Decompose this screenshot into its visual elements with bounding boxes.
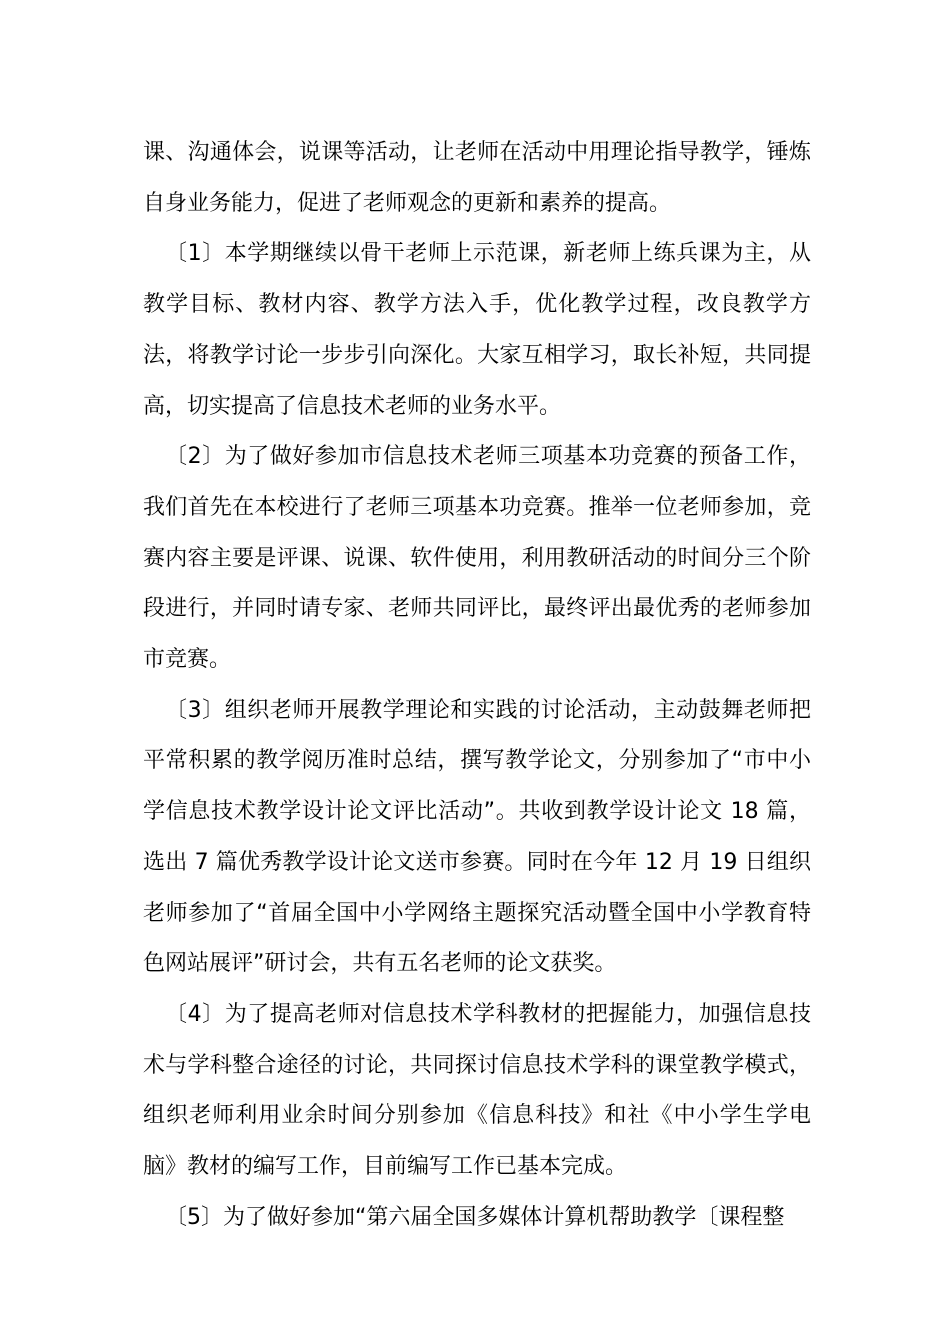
paragraph-continuation: 课、沟通体会，说课等活动，让老师在活动中用理论指导教学，锤炼自身业务能力，促进了老师观念的更新和素养的提高。 [143, 140, 811, 216]
paragraph-item-4: 〔4〕为了提高老师对信息技术学科教材的把握能力，加强信息技术与学科整合途径的讨论，共同探讨信息技术学科的课堂教学模式，组织老师利用业余时间分别参加《信息科技》和社《中小学生学电脑》教材的编写工作，目前编写工作已基本完成。 [143, 1001, 811, 1180]
paragraph-item-3: 〔3〕组织老师开展教学理论和实践的讨论活动，主动鼓舞老师把平常积累的教学阅历准时总结，撰写教学论文，分别参加了“市中小学信息技术教学设计论文评比活动”。共收到教学设计论文 18 篇，选出 7 篇优秀教学设计论文送市参赛。同时在今年 12 月 19 日组织老师参加了“首届全国中小学网络主题探究活动暨全国中小学教育特色网站展评”研讨会，共有五名老师的论文获奖。 [143, 697, 811, 977]
paragraph-item-1: 〔1〕本学期继续以骨干老师上示范课，新老师上练兵课为主，从教学目标、教材内容、教学方法入手，优化教学过程，改良教学方法，将教学讨论一步步引向深化。大家互相学习，取长补短，共同提高，切实提高了信息技术老师的业务水平。 [143, 241, 811, 419]
document-body [143, 128, 811, 1243]
paragraph-item-5: 〔5〕为了做好参加“第六届全国多媒体计算机帮助教学〔课程整 [165, 1204, 785, 1230]
paragraph-item-2: 〔2〕为了做好参加市信息技术老师三项基本功竞赛的预备工作，我们首先在本校进行了老师三项基本功竞赛。推举一位老师参加，竞赛内容主要是评课、说课、软件使用，利用教研活动的时间分三个阶段进行，并同时请专家、老师共同评比，最终评出最优秀的老师参加市竞赛。 [143, 444, 811, 673]
